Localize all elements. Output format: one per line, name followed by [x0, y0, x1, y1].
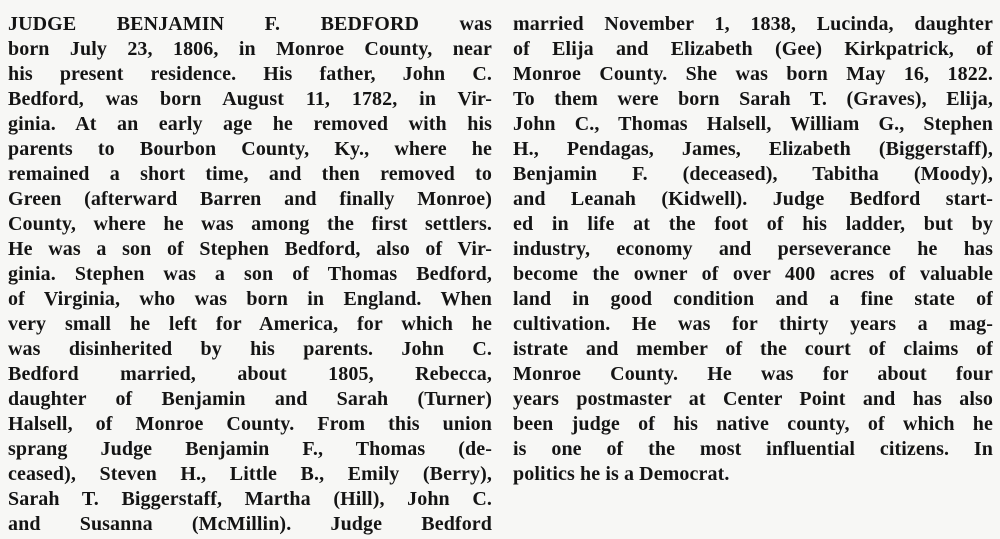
text-line: and Susanna (McMillin). Judge Bedford	[8, 513, 492, 535]
text-line: To them were born Sarah T. (Graves), Elija,	[513, 88, 993, 110]
text-line: land in good condition and a fine state of	[513, 288, 993, 310]
text-line: was disinherited by his parents. John C.	[8, 338, 492, 360]
text-line: He was a son of Stephen Bedford, also of Vir-	[8, 238, 492, 260]
text-line: his present residence. His father, John C.	[8, 63, 492, 85]
text-line: Green (afterward Barren and finally Monroe)	[8, 188, 492, 210]
text-line: ceased), Steven H., Little B., Emily (Berry),	[8, 463, 492, 485]
text-line: is one of the most influential citizens. In	[513, 438, 993, 460]
text-line: ginia. Stephen was a son of Thomas Bedford,	[8, 263, 492, 285]
text-line: remained a short time, and then removed to	[8, 163, 492, 185]
text-line: istrate and member of the court of claims of	[513, 338, 993, 360]
text-line: cultivation. He was for thirty years a mag-	[513, 313, 993, 335]
text-line: Halsell, of Monroe County. From this union	[8, 413, 492, 435]
text-line: of Virginia, who was born in England. When	[8, 288, 492, 310]
text-line: born July 23, 1806, in Monroe County, near	[8, 38, 492, 60]
text-line: become the owner of over 400 acres of valuable	[513, 263, 993, 285]
text-line: parents to Bourbon County, Ky., where he	[8, 138, 492, 160]
text-line: years postmaster at Center Point and has also	[513, 388, 993, 410]
text-line: Bedford, was born August 11, 1782, in Vir-	[8, 88, 492, 110]
text-line: married November 1, 1838, Lucinda, daughter	[513, 13, 993, 35]
text-line: John C., Thomas Halsell, William G., Stephen	[513, 113, 993, 135]
text-line: H., Pendagas, James, Elizabeth (Biggerstaff),	[513, 138, 993, 160]
text-line: Monroe County. He was for about four	[513, 363, 993, 385]
text-line: Bedford married, about 1805, Rebecca,	[8, 363, 492, 385]
article-column-left	[8, 12, 492, 537]
text-line: sprang Judge Benjamin F., Thomas (de-	[8, 438, 492, 460]
text-line: industry, economy and perseverance he has	[513, 238, 993, 260]
article-column-right	[513, 12, 993, 487]
text-line: JUDGE BENJAMIN F. BEDFORD was	[8, 13, 492, 35]
text-line: ginia. At an early age he removed with his	[8, 113, 492, 135]
text-line: and Leanah (Kidwell). Judge Bedford start-	[513, 188, 993, 210]
text-line: ed in life at the foot of his ladder, but by	[513, 213, 993, 235]
text-line: Sarah T. Biggerstaff, Martha (Hill), John C.	[8, 488, 492, 510]
text-line: been judge of his native county, of which he	[513, 413, 993, 435]
text-line: Monroe County. She was born May 16, 1822.	[513, 63, 993, 85]
text-line: County, where he was among the first settlers.	[8, 213, 492, 235]
text-line: very small he left for America, for which he	[8, 313, 492, 335]
text-line: of Elija and Elizabeth (Gee) Kirkpatrick, of	[513, 38, 993, 60]
text-line: politics he is a Democrat.	[513, 463, 730, 485]
text-line: daughter of Benjamin and Sarah (Turner)	[8, 388, 492, 410]
text-line: Benjamin F. (deceased), Tabitha (Moody),	[513, 163, 993, 185]
